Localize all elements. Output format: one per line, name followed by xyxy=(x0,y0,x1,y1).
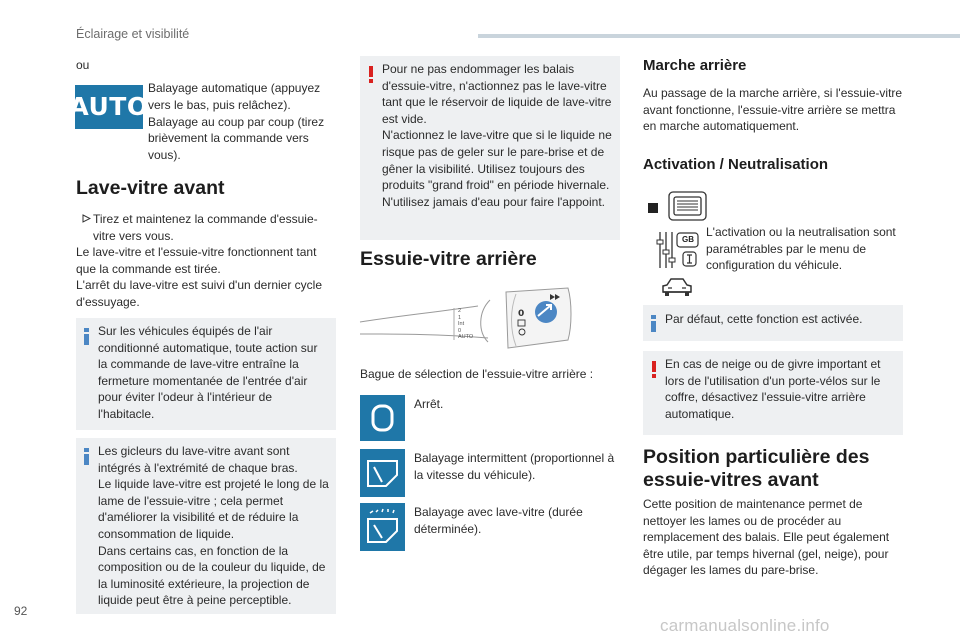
warning-icon xyxy=(368,66,373,83)
info-icon xyxy=(84,328,89,345)
svg-text:0: 0 xyxy=(518,309,525,319)
arrow-bullet-icon xyxy=(82,211,91,228)
settings-menu-icon xyxy=(655,230,701,270)
stalk-mark: 1 xyxy=(458,314,462,321)
item-arret-text: Arrêt. xyxy=(414,397,444,411)
lave-vitre-bullet-text: Tirez et maintenez la commande d'essuie-vitre vers vous. xyxy=(93,212,318,243)
warning-box-neige-text: En cas de neige ou de givre important et lors de l'utilisation d'un porte-vélos sur le coffre, désactivez l'essuie-vitre arrière automatique. xyxy=(665,357,881,421)
warning-box-neige xyxy=(643,351,903,435)
warning-box-lave-vitre xyxy=(360,56,620,240)
stalk-mark: 2 xyxy=(458,308,462,314)
watermark: carmanualsonline.info xyxy=(660,616,830,635)
warning-icon xyxy=(651,361,656,378)
auto-icon-label: AUTO xyxy=(69,91,149,121)
auto-icon xyxy=(69,85,149,129)
info-box-gicleurs xyxy=(76,438,336,614)
essuie-vitre-arriere-title: Essuie-vitre arrière xyxy=(360,248,537,270)
warning-box-lave-vitre-text: Pour ne pas endommager les balais d'essuie-vitre, n'actionnez pas le lave-vitre tant que le réservoir de liquide de lave-vitre est vide. N'actionnez le lave-vitre que si le liquide ne risque pas de geler sur le pare-brise et de gêner la visibilité. Utilisez toujours des produits "grand froid" en période hivernale. N'utilisez jamais d'eau pour faire l'appoint. xyxy=(382,62,612,209)
rear-window-icon xyxy=(645,190,709,224)
lave-vitre-bullet xyxy=(76,211,332,244)
lave-vitre-paragraph: Le lave-vitre et l'essuie-vitre fonctionnent tant que la commande est tirée. L'arrêt du lave-vitre est suivi d'un dernier cycle d'essuyage. xyxy=(76,245,323,309)
marche-arriere-text: Au passage de la marche arrière, si l'essuie-vitre avant fonctionne, l'essuie-vitre arrière se mettra en marche automatiquement. xyxy=(643,86,903,134)
wipe-wash-icon xyxy=(360,503,405,551)
activation-text: L'activation ou la neutralisation sont paramétrables par le menu de configuration du véhicule. xyxy=(706,225,896,273)
info-box-default xyxy=(643,305,903,341)
marche-arriere-title: Marche arrière xyxy=(643,57,747,74)
intermittent-wipe-icon xyxy=(360,449,405,497)
position-text: Cette position de maintenance permet de nettoyer les lames ou de procéder au remplacement des balais. Elle peut également être utile, par temps hivernal (gel, neige), pour dégager les lames du pare-brise. xyxy=(643,497,890,578)
item-lave-vitre-text: Balayage avec lave-vitre (durée déterminée). xyxy=(414,505,583,536)
car-icon xyxy=(660,274,694,300)
info-icon xyxy=(84,448,89,465)
stop-icon xyxy=(360,395,405,441)
wiper-stalk-illustration xyxy=(358,282,574,354)
gb-label: GB xyxy=(682,235,694,244)
running-header: Éclairage et visibilité xyxy=(76,27,190,41)
ou-text: ou xyxy=(76,58,90,72)
header-rule xyxy=(478,34,960,38)
position-title: Position particulière des essuie-vitres avant xyxy=(643,446,870,491)
page-number: 92 xyxy=(14,604,28,618)
stalk-mark: 0 xyxy=(458,327,462,334)
stalk-mark: AUTO xyxy=(458,334,474,340)
auto-description: Balayage automatique (appuyez vers le bas, puis relâchez). Balayage au coup par coup (tirez brièvement la commande vers vous). xyxy=(148,81,325,163)
info-box-air xyxy=(76,318,336,430)
ring-caption: Bague de sélection de l'essuie-vitre arrière : xyxy=(360,367,594,381)
activation-title: Activation / Neutralisation xyxy=(643,156,829,173)
stalk-position-marks xyxy=(458,308,473,341)
info-box-gicleurs-text: Les gicleurs du lave-vitre avant sont intégrés à l'extrémité de chaque bras. Le liquide lave-vitre est projeté le long de la lame de l'essuie-vitre ; cela permet d'améliorer la visibilité et de réduire la consommation de liquide. Dans certains cas, en fonction de la composition ou de la couleur du liquide, de la luminosité extérieure, la projection de liquide peut être à peine perceptible. xyxy=(98,444,329,608)
info-icon xyxy=(651,315,656,332)
lave-vitre-title: Lave-vitre avant xyxy=(76,177,225,199)
info-box-air-text: Sur les véhicules équipés de l'air conditionné automatique, toute action sur la commande de lave-vitre entraîne la fermeture momentanée de l'entrée d'air pour éviter l'odeur à l'intérieur de l'habitacle. xyxy=(98,324,318,421)
item-intermittent-text: Balayage intermittent (proportionnel à la vitesse du véhicule). xyxy=(414,451,615,482)
stalk-mark: Int xyxy=(458,321,465,327)
info-box-default-text: Par défaut, cette fonction est activée. xyxy=(665,312,863,326)
